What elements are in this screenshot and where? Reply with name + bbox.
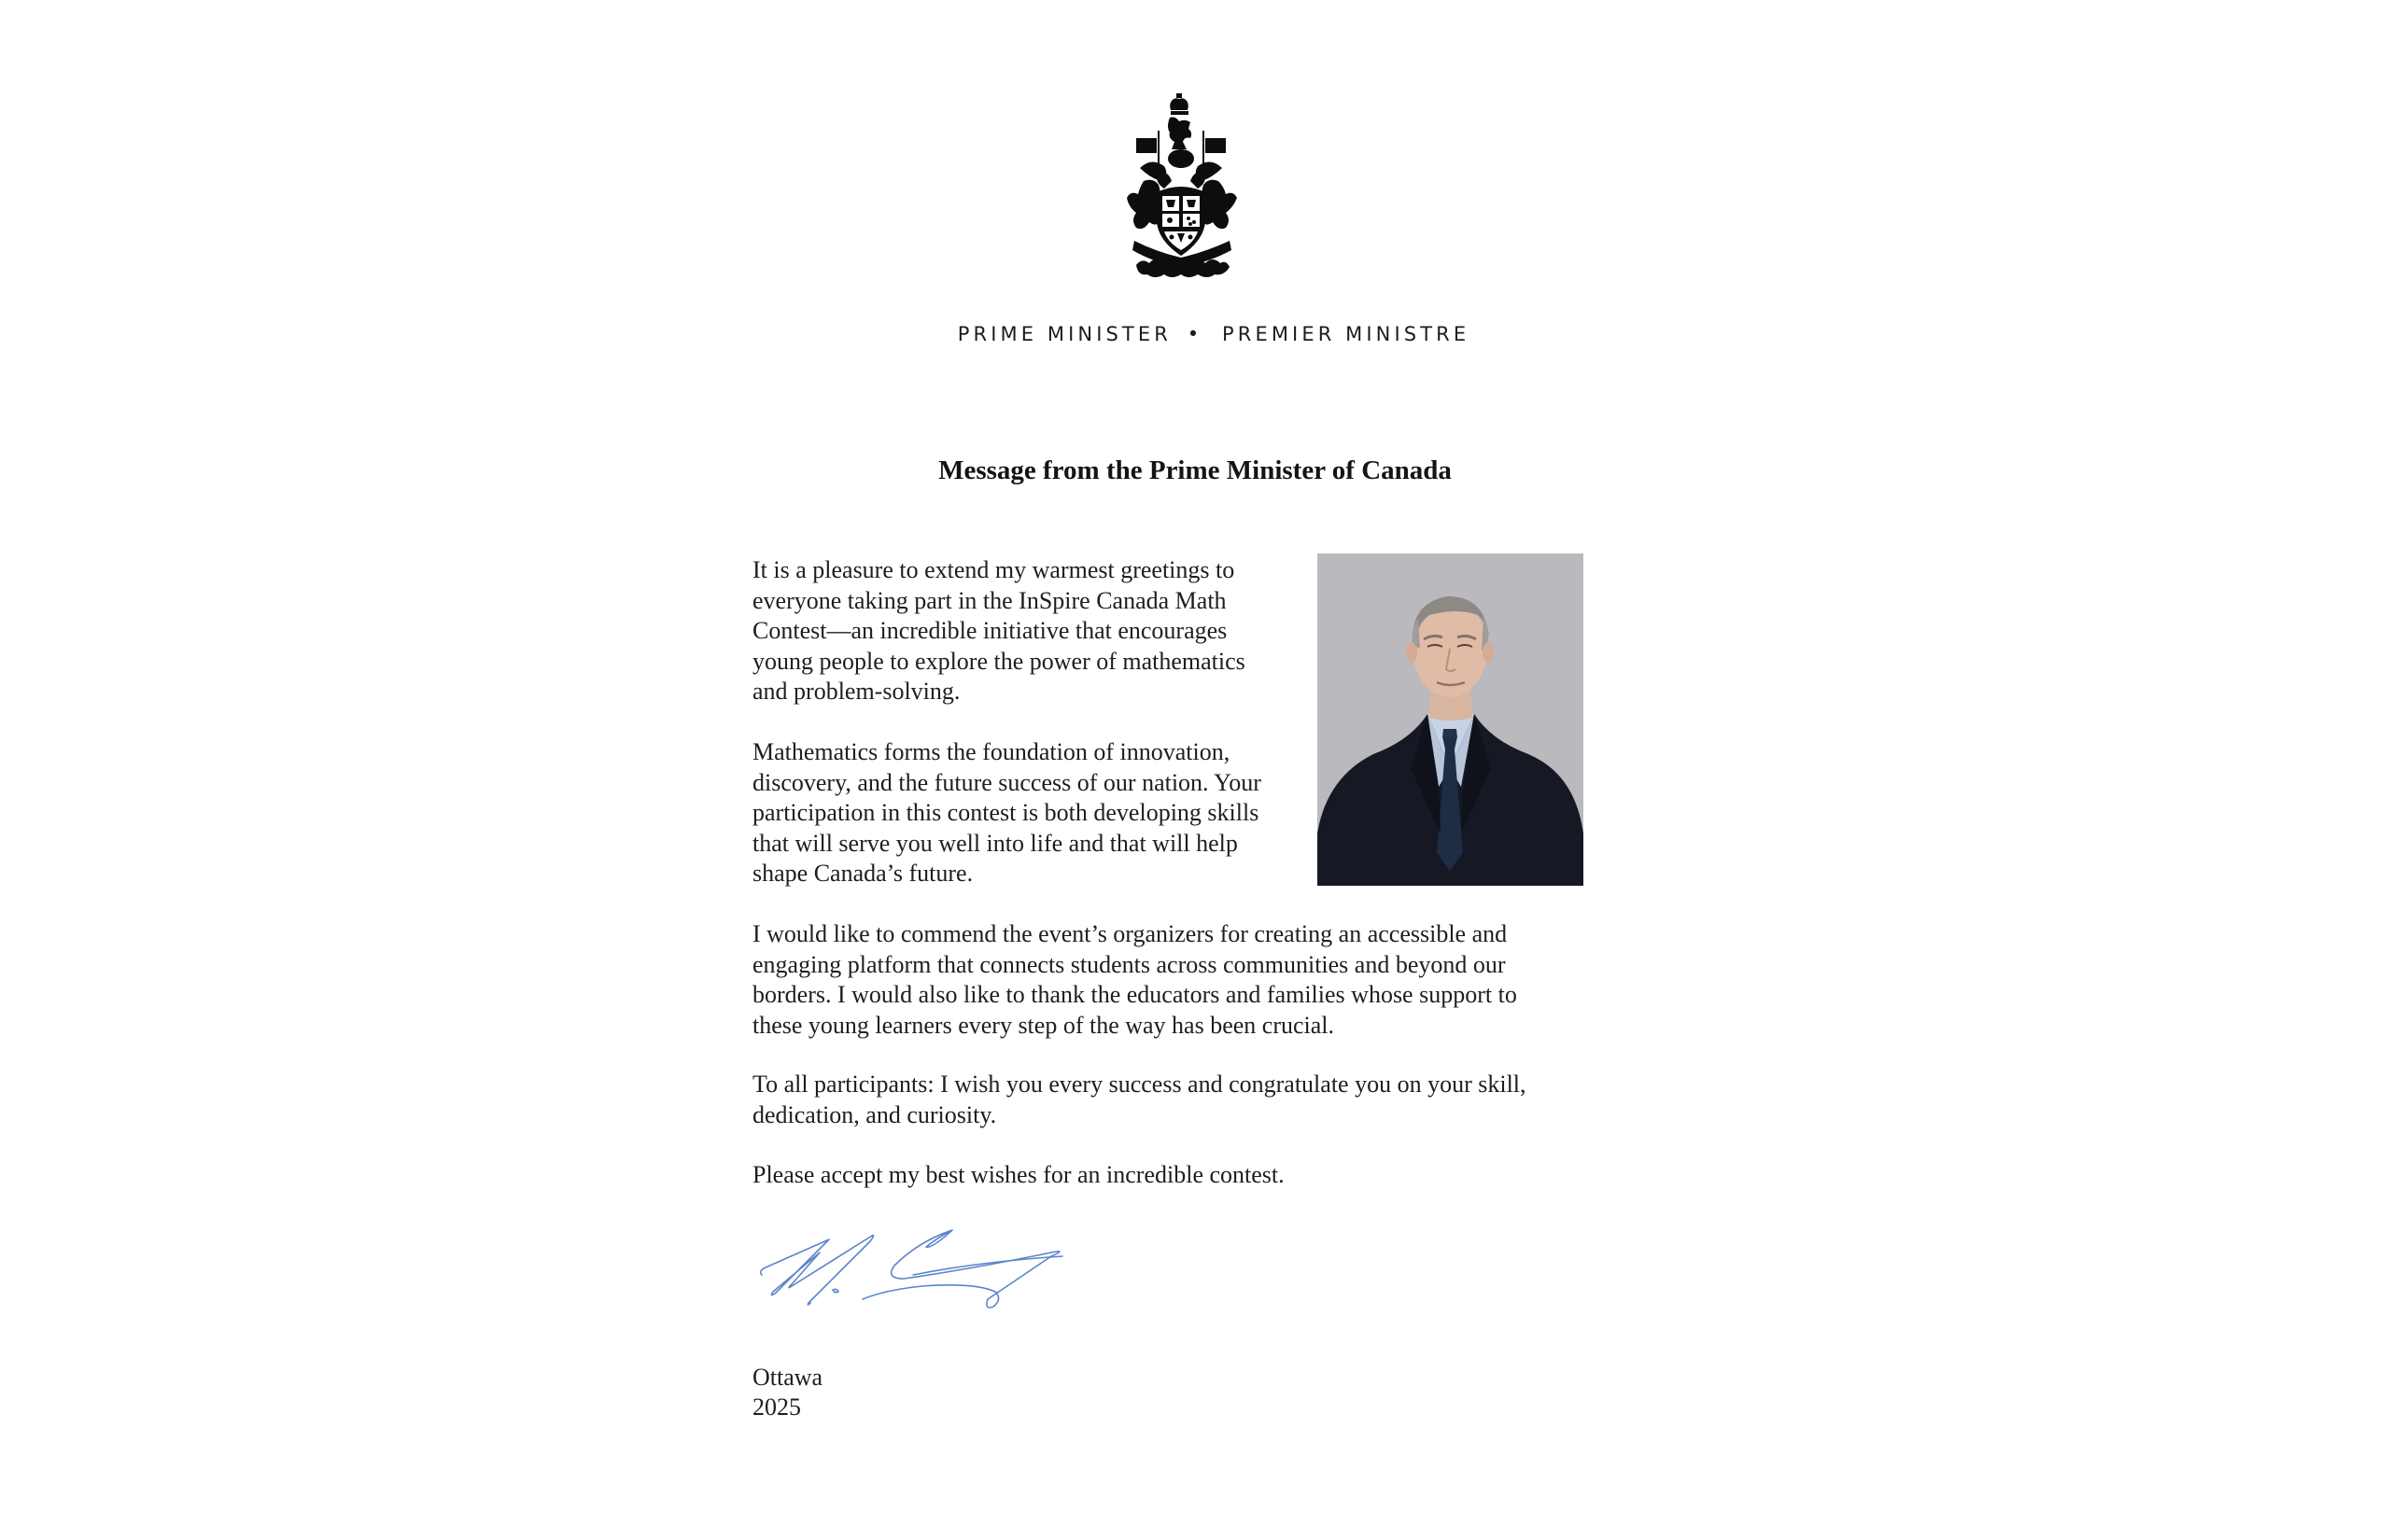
paragraph-line: borders. I would also like to thank the educators and families whose support to: [752, 981, 1517, 1009]
paragraph-line: engaging platform that connects students across communities and beyond our: [752, 950, 1506, 978]
closing-place: Ottawa: [752, 1364, 823, 1391]
letterhead: [0, 323, 2390, 345]
paragraph-line: and problem-solving.: [752, 678, 961, 706]
signature-icon: [754, 1217, 1072, 1320]
paragraph-line: dedication, and curiosity.: [752, 1100, 997, 1128]
letterhead-english: PRIME MINISTER: [957, 323, 1172, 345]
closing-block: [752, 1363, 822, 1422]
paragraph-line: these young learners every step of the way has been crucial.: [752, 1011, 1335, 1039]
paragraph-3: [752, 919, 1602, 1041]
paragraph-line: I would like to commend the event’s organizers for creating an accessible and: [752, 920, 1508, 947]
paragraph-line: Contest—an incredible initiative that encourages: [752, 617, 1228, 645]
paragraph-1: [752, 555, 1303, 707]
paragraph-line: everyone taking part in the InSpire Canada Math: [752, 586, 1227, 614]
paragraph-line: that will serve you well into life and that will help: [752, 829, 1238, 857]
coat-of-arms-icon: [1123, 91, 1241, 282]
paragraph-line: To all participants: I wish you every success and congratulate you on your skill,: [752, 1071, 1526, 1098]
paragraph-line: It is a pleasure to extend my warmest greetings to: [752, 556, 1235, 583]
paragraph-line: Mathematics forms the foundation of innovation,: [752, 738, 1230, 765]
paragraph-line: Please accept my best wishes for an incredible contest.: [752, 1161, 1285, 1188]
message-title: Message from the Prime Minister of Canada: [938, 455, 1452, 485]
letterhead-separator: •: [1187, 323, 1203, 345]
paragraph-line: shape Canada’s future.: [752, 860, 974, 888]
letterhead-french: PREMIER MINISTRE: [1222, 323, 1470, 345]
paragraph-line: young people to explore the power of mathematics: [752, 647, 1245, 675]
paragraph-5: [752, 1160, 1602, 1191]
paragraph-2: [752, 737, 1313, 889]
paragraph-line: participation in this contest is both developing skills: [752, 799, 1259, 827]
portrait-photo: [1317, 553, 1583, 886]
paragraph-line: discovery, and the future success of our nation. Your: [752, 768, 1261, 796]
closing-year: 2025: [752, 1393, 801, 1421]
paragraph-4: [752, 1070, 1602, 1130]
